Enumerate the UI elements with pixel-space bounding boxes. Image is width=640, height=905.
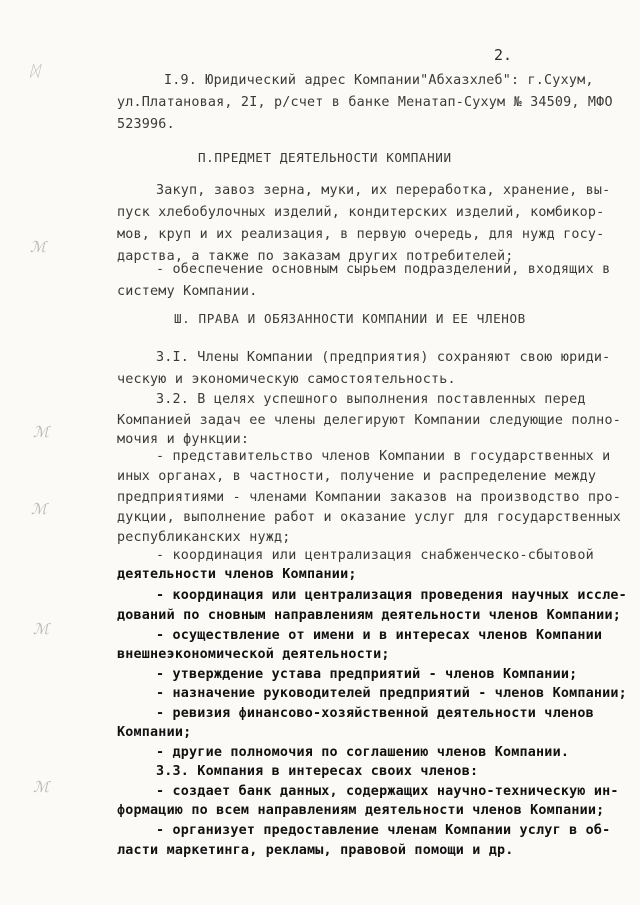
text-line: систему Компании. bbox=[117, 284, 258, 299]
margin-mark: ℳ bbox=[33, 423, 50, 441]
text-line: дарства, а также по заказам других потребителей; bbox=[117, 249, 514, 264]
text-line: I.9. Юридический адрес Компании"Абхазхлеб": г.Сухум, bbox=[164, 73, 594, 88]
page-number: 2. bbox=[494, 46, 513, 64]
text-line: Компанией задач ее члены делегируют Компании следующие полно- bbox=[117, 413, 621, 428]
text-line: ул.Платановая, 2I, р/счет в банке Менатап-Сухум № 34509, МФО bbox=[117, 95, 613, 110]
text-line: - координация или централизация снабженческо-сбытовой bbox=[156, 548, 594, 563]
text-line: дукции, выполнение работ и оказание услуг для государственных bbox=[117, 510, 621, 525]
text-line: деятельности членов Компании; bbox=[117, 567, 357, 582]
text-line: 3.I. Члены Компании (предприятия) сохраняют свою юриди- bbox=[156, 350, 611, 365]
text-line: - другие полномочия по соглашению членов Компании. bbox=[156, 745, 570, 760]
text-line: дований по сновным направлениям деятельности членов Компании; bbox=[117, 608, 621, 623]
text-line: - создает банк данных, содержащих научно-техническую ин- bbox=[156, 784, 619, 799]
text-line: - координация или централизация проведения научных иссле- bbox=[156, 588, 627, 603]
text-line: Компании; bbox=[117, 725, 192, 740]
margin-mark: ℳ bbox=[31, 500, 48, 518]
text-line: Закуп, завоз зерна, муки, их переработка, хранение, вы- bbox=[156, 183, 611, 198]
text-line: ческую и экономическую самостоятельность. bbox=[117, 372, 456, 387]
text-line: - осуществление от имени и в интересах членов Компании bbox=[156, 628, 603, 643]
text-line: формацию по всем направлениям деятельности членов Компании; bbox=[117, 803, 605, 818]
margin-mark: ℳ bbox=[30, 238, 47, 256]
text-line: - представительство членов Компании в государственных и bbox=[156, 449, 611, 464]
text-line: республиканских нужд; bbox=[117, 530, 291, 545]
text-line: предприятиями - членами Компании заказов на производство про- bbox=[117, 490, 621, 505]
margin-mark: ℳ bbox=[33, 620, 50, 638]
text-line: - назначение руководителей предприятий - членов Компании; bbox=[156, 686, 627, 701]
text-line: 3.3. Компания в интересах своих членов: bbox=[156, 764, 479, 779]
text-line: - обеспечение основным сырьем подразделений, входящих в bbox=[156, 262, 611, 277]
text-line: - ревизия финансово-хозяйственной деятельности членов bbox=[156, 706, 594, 721]
section-heading: П.ПРЕДМЕТ ДЕЯТЕЛЬНОСТИ КОМПАНИИ bbox=[198, 150, 452, 165]
text-line: 523996. bbox=[117, 117, 175, 132]
text-line: пуск хлебобулочных изделий, кондитерских изделий, комбикор- bbox=[117, 205, 605, 220]
text-line: мочия и функции: bbox=[117, 432, 250, 447]
text-line: внешнеэкономической деятельности; bbox=[117, 647, 390, 662]
section-heading: Ш. ПРАВА И ОБЯЗАННОСТИ КОМПАНИИ И ЕЕ ЧЛЕНОВ bbox=[174, 311, 526, 326]
margin-mark: ᛞ bbox=[30, 62, 40, 80]
text-line: - утверждение устава предприятий - членов Компании; bbox=[156, 667, 578, 682]
text-line: ласти маркетинга, рекламы, правовой помощи и др. bbox=[117, 843, 514, 858]
margin-mark: ℳ bbox=[33, 778, 50, 796]
text-line: иных органах, в частности, получение и распределение между bbox=[117, 469, 597, 484]
text-line: мов, круп и их реализация, в первую очередь, для нужд госу- bbox=[117, 227, 605, 242]
text-line: - организует предоставление членам Компании услуг в об- bbox=[156, 823, 611, 838]
text-line: 3.2. В целях успешного выполнения поставленных перед bbox=[156, 392, 586, 407]
